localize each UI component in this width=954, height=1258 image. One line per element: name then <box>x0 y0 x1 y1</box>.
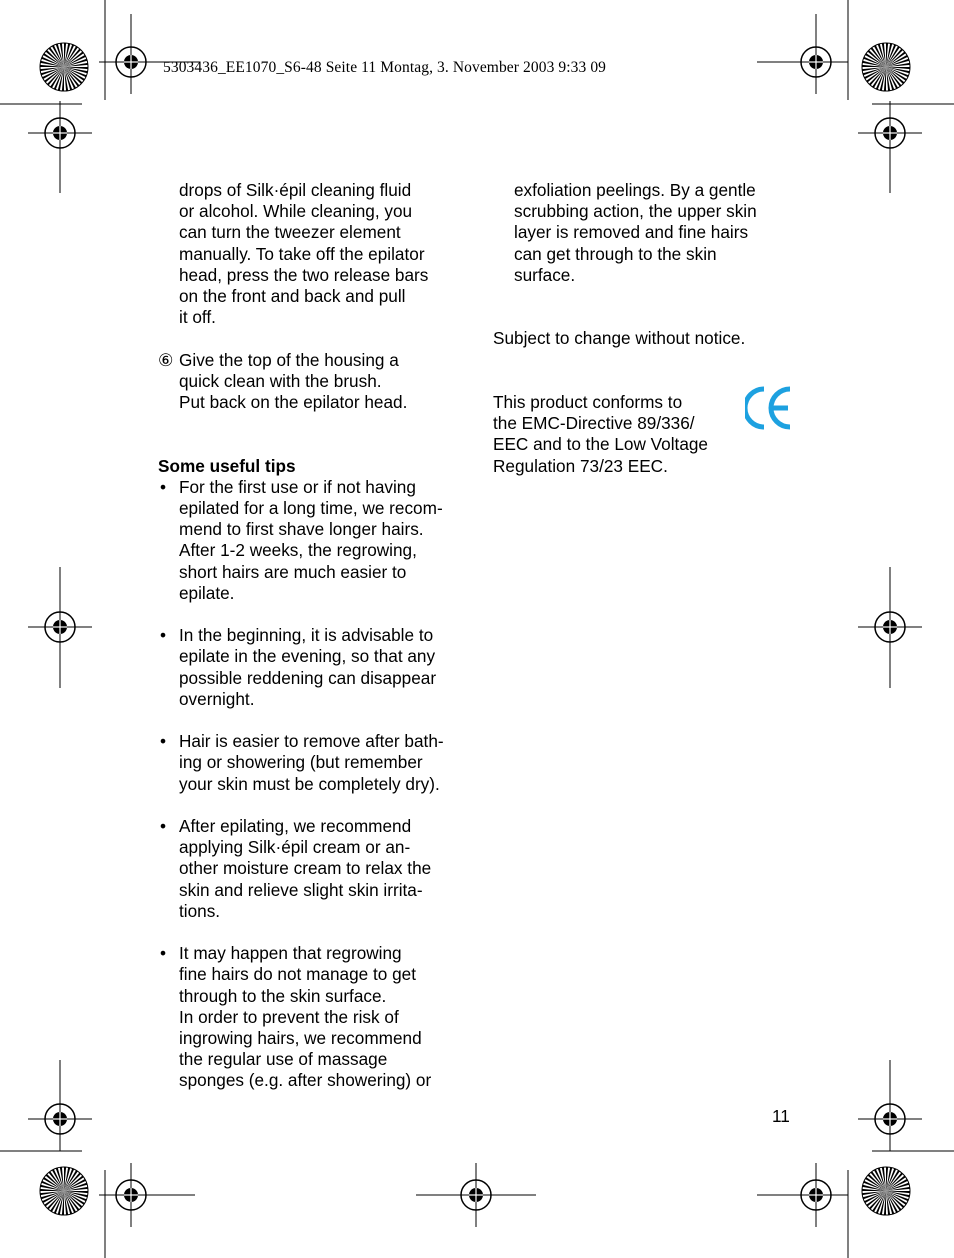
change-notice: Subject to change without notice. <box>493 328 746 349</box>
intro-paragraph <box>179 180 468 328</box>
star-target-bottom-right <box>862 1167 910 1215</box>
text-line: After epilating, we recommend <box>179 816 412 836</box>
list-item <box>158 943 468 1091</box>
text-line: Hair is easier to remove after bath- <box>179 731 444 752</box>
text-line: through to the skin surface. <box>179 985 387 1006</box>
bullet: • <box>160 476 167 497</box>
text-line: your skin must be completely dry). <box>179 773 440 794</box>
text-line: Put back on the epilator head. <box>179 392 408 413</box>
text-line: manually. To take off the epilator <box>179 243 425 264</box>
text-line: In the beginning, it is advisable to <box>179 625 434 646</box>
text-line: It may happen that regrowing <box>179 943 402 964</box>
text-line: Give the top of the housing a <box>179 349 399 370</box>
text-line: can turn the tweezer element <box>179 222 401 243</box>
page-number: 11 <box>772 1106 790 1126</box>
text-line: the EMC-Directive 89/336/ <box>493 413 695 434</box>
registration-mark-right-upper <box>858 101 922 165</box>
text-line: mend to first shave longer hairs. <box>179 519 424 540</box>
bullet: • <box>160 731 167 752</box>
star-target-bottom-left <box>40 1167 88 1215</box>
text-line: possible reddening can disappear <box>179 667 437 688</box>
star-target-top-left <box>40 43 88 91</box>
text-line: For the first use or if not having <box>179 476 416 497</box>
text-line: can get through to the skin <box>514 243 717 264</box>
text-line: head, press the two release bars <box>179 264 429 285</box>
registration-mark-right-middle <box>858 595 922 659</box>
text-line: epilated for a long time, we recom- <box>179 498 443 518</box>
text-line: tions. <box>179 900 221 921</box>
text-line: on the front and back and pull <box>179 286 406 307</box>
text-line: surface. <box>514 264 576 285</box>
conformity-statement <box>493 392 803 477</box>
registration-mark-bottom-left <box>99 1163 163 1227</box>
list-item <box>158 731 468 795</box>
text-line: exfoliation peelings. By a gentle <box>514 180 756 200</box>
text-line: In order to prevent the risk of <box>179 1006 399 1027</box>
text-line: epilate. <box>179 582 235 603</box>
text-line: sponges (e.g. after showering) or <box>179 1070 432 1091</box>
text-line: overnight. <box>179 688 255 709</box>
text-line: or alcohol. While cleaning, you <box>179 201 413 222</box>
left-column <box>158 180 468 1092</box>
text-line: EEC and to the Low Voltage <box>493 434 708 455</box>
text-line: ingrowing hairs, we recommend <box>179 1028 422 1049</box>
text-line: ing or showering (but remember <box>179 752 423 773</box>
text-line: drops of Silk·épil cleaning fluid <box>179 180 412 200</box>
text-line: This product conforms to <box>493 391 683 412</box>
registration-mark-bottom-right <box>784 1163 848 1227</box>
text-line: fine hairs do not manage to get <box>179 964 416 985</box>
continuation-paragraph <box>514 180 803 286</box>
print-slug-header: 5303436_EE1070_S6-48 Seite 11 Montag, 3. November 2003 9:33 09 <box>163 59 607 76</box>
right-column <box>493 180 803 477</box>
list-item <box>158 477 468 604</box>
text-line: skin and relieve slight skin irrita- <box>179 879 423 900</box>
bullet: • <box>160 625 167 646</box>
step-6 <box>158 350 468 414</box>
text-line: quick clean with the brush. <box>179 370 382 391</box>
text-line: it off. <box>179 307 216 328</box>
bullet: • <box>160 943 167 964</box>
ce-mark-icon <box>745 386 795 430</box>
registration-mark-top-right <box>784 30 848 94</box>
text-line: epilate in the evening, so that any <box>179 646 436 667</box>
registration-mark-right-lower <box>858 1087 922 1151</box>
text-line: layer is removed and fine hairs <box>514 222 749 243</box>
registration-mark-left-lower <box>28 1087 92 1151</box>
list-item <box>158 816 468 922</box>
registration-mark-left-middle <box>28 595 92 659</box>
text-line: Regulation 73/23 EEC. <box>493 455 668 476</box>
list-item <box>158 625 468 710</box>
text-line: applying Silk·épil cream or an- <box>179 837 411 858</box>
text-line: scrubbing action, the upper skin <box>514 201 757 222</box>
registration-mark-top-left <box>99 30 163 94</box>
section-heading: Some useful tips <box>158 455 296 476</box>
registration-mark-bottom-center <box>444 1163 508 1227</box>
star-target-top-right <box>862 43 910 91</box>
step-number: ⑥ <box>158 349 174 370</box>
text-line: other moisture cream to relax the <box>179 858 432 879</box>
registration-mark-left-upper <box>28 101 92 165</box>
bullet: • <box>160 816 167 836</box>
text-line: the regular use of massage <box>179 1049 388 1070</box>
text-line: short hairs are much easier to <box>179 561 407 582</box>
text-line: After 1-2 weeks, the regrowing, <box>179 540 417 561</box>
